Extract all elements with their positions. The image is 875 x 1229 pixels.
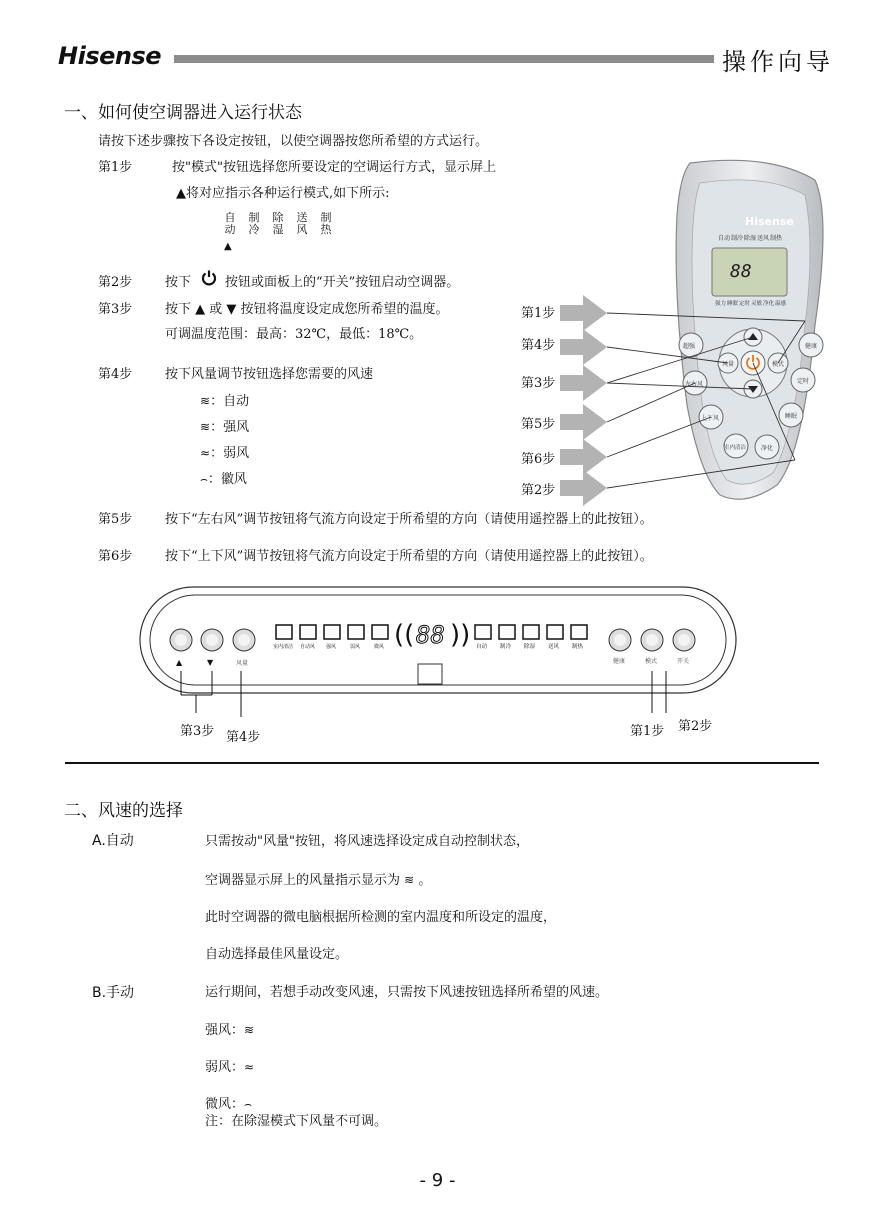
auto-line2: 空调器显示屏上的风量指示显示为 ≋ 。 xyxy=(205,873,432,888)
svg-text:送风: 送风 xyxy=(757,235,770,242)
panel-display-right-bracket: )) xyxy=(450,620,471,650)
panel-right-buttons xyxy=(609,629,695,651)
svg-text:第3步: 第3步 xyxy=(521,376,556,391)
svg-text:健康: 健康 xyxy=(805,343,818,350)
step1-label: 第1步 xyxy=(98,160,133,175)
manual-weak: 弱风：≈ xyxy=(205,1060,255,1075)
remote-brand: Hisense xyxy=(745,215,794,228)
svg-text:温感: 温感 xyxy=(775,301,787,307)
svg-text:第4步: 第4步 xyxy=(521,338,556,353)
auto-line4: 自动选择最佳风量设定。 xyxy=(205,947,349,962)
svg-text:弱风: 弱风 xyxy=(350,644,361,650)
svg-text:自动风: 自动风 xyxy=(300,644,316,650)
svg-text:灵敏: 灵敏 xyxy=(751,301,763,307)
panel-left-buttons xyxy=(170,629,255,651)
svg-text:上下风: 上下风 xyxy=(701,415,720,422)
step2-label: 第2步 xyxy=(98,275,133,290)
step4-label: 第4步 xyxy=(98,367,133,382)
svg-text:室内清洁: 室内清洁 xyxy=(273,644,294,650)
mode-dry-icon xyxy=(523,625,539,639)
auto-fan-icon xyxy=(300,625,316,639)
mode-cool-icon xyxy=(499,625,515,639)
speed-breeze: ⌢：徽风 xyxy=(200,472,247,487)
page-title: 操作向导 xyxy=(722,48,834,76)
remote-callout-labels xyxy=(521,305,555,498)
manual-breeze: 微风：⌢ xyxy=(205,1097,252,1112)
fan-breeze-icon: ⌢ xyxy=(200,472,208,486)
svg-text:室内清洁: 室内清洁 xyxy=(724,445,747,451)
panel-down-label: ▼ xyxy=(207,658,214,667)
step1-text-line1: 按"模式"按钮选择您所要设定的空调运行方式，显示屏上 xyxy=(172,160,496,175)
mode-list xyxy=(218,212,350,237)
speed-auto: ≋：自动 xyxy=(200,394,250,409)
step3-text-line2: 可调温度范围：最高：32℃，最低：18℃。 xyxy=(165,327,423,342)
strong-fan-icon xyxy=(324,625,340,639)
svg-text:自动: 自动 xyxy=(718,235,731,242)
step4-text: 按下风量调节按钮选择您需要的风速 xyxy=(165,367,374,382)
header-divider xyxy=(174,55,714,63)
section1-title: 一、如何使空调器进入运行状态 xyxy=(64,103,302,123)
svg-text:风量: 风量 xyxy=(722,361,735,368)
step6-text: 按下“上下风”调节按钮将气流方向设定于所希望的方向（请使用遥控器上的此按钮）。 xyxy=(165,549,653,564)
mode-dry: 除 湿 xyxy=(272,211,284,236)
panel-receiver-window xyxy=(418,664,442,684)
svg-text:第1步: 第1步 xyxy=(630,724,665,739)
svg-text:左右风: 左右风 xyxy=(685,381,704,388)
svg-text:模式: 模式 xyxy=(772,361,785,368)
breeze-fan-icon xyxy=(372,625,388,639)
fan-weak-inline-icon: ≈ xyxy=(244,1060,255,1074)
svg-text:强风: 强风 xyxy=(326,644,337,650)
svg-text:除湿: 除湿 xyxy=(744,235,757,242)
svg-text:第3步: 第3步 xyxy=(180,724,215,739)
fan-weak-icon: ≈ xyxy=(200,446,211,460)
section2-title: 二、风速的选择 xyxy=(64,801,183,821)
brand-logo: Hisense xyxy=(58,42,162,70)
svg-text:制热: 制热 xyxy=(770,235,783,242)
svg-text:强力: 强力 xyxy=(715,301,727,307)
step5-label: 第5步 xyxy=(98,512,133,527)
manual-label: B.手动 xyxy=(92,985,135,1001)
step3-text-line1: 按下 ▲ 或 ▼ 按钮将温度设定成您所希望的温度。 xyxy=(165,302,449,317)
fan-strong-icon: ≋ xyxy=(200,420,211,434)
step1-text-line2: ▲将对应指示各种运行模式,如下所示: xyxy=(176,186,390,201)
svg-text:睡眠: 睡眠 xyxy=(727,301,739,307)
callout-arrows xyxy=(560,295,607,506)
indoor-clean-icon xyxy=(276,625,292,639)
remote-lcd-bottom xyxy=(715,299,787,307)
svg-text:第4步: 第4步 xyxy=(226,730,261,745)
svg-text:制冷: 制冷 xyxy=(500,644,512,650)
remote-illustration xyxy=(515,155,835,510)
svg-text:送风: 送风 xyxy=(548,644,560,650)
manual-note: 注：在除湿模式下风量不可调。 xyxy=(205,1114,388,1129)
svg-text:第2步: 第2步 xyxy=(678,719,713,734)
panel-callout-labels xyxy=(180,718,712,745)
panel-display-left-bracket: (( xyxy=(394,620,415,650)
manual-strong: 强风：≋ xyxy=(205,1023,255,1038)
step3-label: 第3步 xyxy=(98,302,133,317)
step2-pre: 按下 xyxy=(165,275,192,290)
remote-lcd-modes xyxy=(718,234,783,242)
auto-line1: 只需按动"风量"按钮，将风速选择设定成自动控制状态， xyxy=(205,834,529,849)
panel-power-label: 开关 xyxy=(677,658,690,665)
remote-lcd-digits: 88 xyxy=(730,261,752,282)
panel-health-label: 健康 xyxy=(613,658,626,665)
step2-text: 按钮或面板上的“开关”按钮启动空调器。 xyxy=(225,275,460,290)
speed-weak: ≈：弱风 xyxy=(200,446,250,461)
panel-illustration xyxy=(138,585,738,750)
svg-text:净化: 净化 xyxy=(761,445,774,452)
svg-text:制冷: 制冷 xyxy=(731,235,744,242)
panel-mode-label: 模式 xyxy=(645,658,658,665)
svg-text:自动: 自动 xyxy=(476,644,488,650)
mode-heat-icon xyxy=(571,625,587,639)
svg-text:第2步: 第2步 xyxy=(521,483,556,498)
mode-auto: 自 动 xyxy=(224,211,236,236)
svg-text:第5步: 第5步 xyxy=(521,417,556,432)
auto-line3: 此时空调器的微电脑根据所检测的室内温度和所设定的温度， xyxy=(205,910,557,925)
svg-text:除湿: 除湿 xyxy=(524,644,536,650)
mode-heat: 制 热 xyxy=(320,211,332,236)
panel-display-digits: 88 xyxy=(416,621,445,649)
auto-label: A.自动 xyxy=(92,833,134,849)
svg-text:第6步: 第6步 xyxy=(521,452,556,467)
speed-strong: ≋：强风 xyxy=(200,420,250,435)
mode-marker-icon: ▲ xyxy=(224,241,232,252)
page-number: - 9 - xyxy=(419,1170,456,1191)
panel-fan-label: 风量 xyxy=(236,660,249,667)
fan-auto-icon: ≋ xyxy=(200,394,211,408)
mode-fan: 送 风 xyxy=(296,211,308,236)
step5-text: 按下“左右风”调节按钮将气流方向设定于所希望的方向（请使用遥控器上的此按钮）。 xyxy=(165,512,653,527)
section1-intro: 请按下述步骤按下各设定按钮，以使空调器按您所希望的方式运行。 xyxy=(98,134,489,149)
mode-fan-icon xyxy=(547,625,563,639)
svg-text:净化: 净化 xyxy=(763,301,775,307)
svg-text:超强: 超强 xyxy=(683,343,696,350)
fan-breeze-inline-icon: ⌢ xyxy=(244,1097,252,1111)
weak-fan-icon xyxy=(348,625,364,639)
panel-up-label: ▲ xyxy=(176,658,183,667)
section-divider xyxy=(65,762,819,764)
svg-text:定时: 定时 xyxy=(739,301,751,307)
svg-text:制热: 制热 xyxy=(572,644,584,650)
fan-strong-inline-icon: ≋ xyxy=(244,1023,255,1037)
svg-text:定时: 定时 xyxy=(797,378,810,385)
step6-label: 第6步 xyxy=(98,549,133,564)
svg-text:微风: 微风 xyxy=(374,644,385,650)
mode-cool: 制 冷 xyxy=(248,211,260,236)
svg-text:第1步: 第1步 xyxy=(521,306,556,321)
mode-auto-icon xyxy=(475,625,491,639)
power-icon xyxy=(200,269,218,291)
svg-text:睡眠: 睡眠 xyxy=(785,413,798,420)
manual-line: 运行期间，若想手动改变风速，只需按下风速按钮选择所希望的风速。 xyxy=(205,985,609,1000)
fan-auto-inline-icon: ≋ xyxy=(404,873,415,887)
